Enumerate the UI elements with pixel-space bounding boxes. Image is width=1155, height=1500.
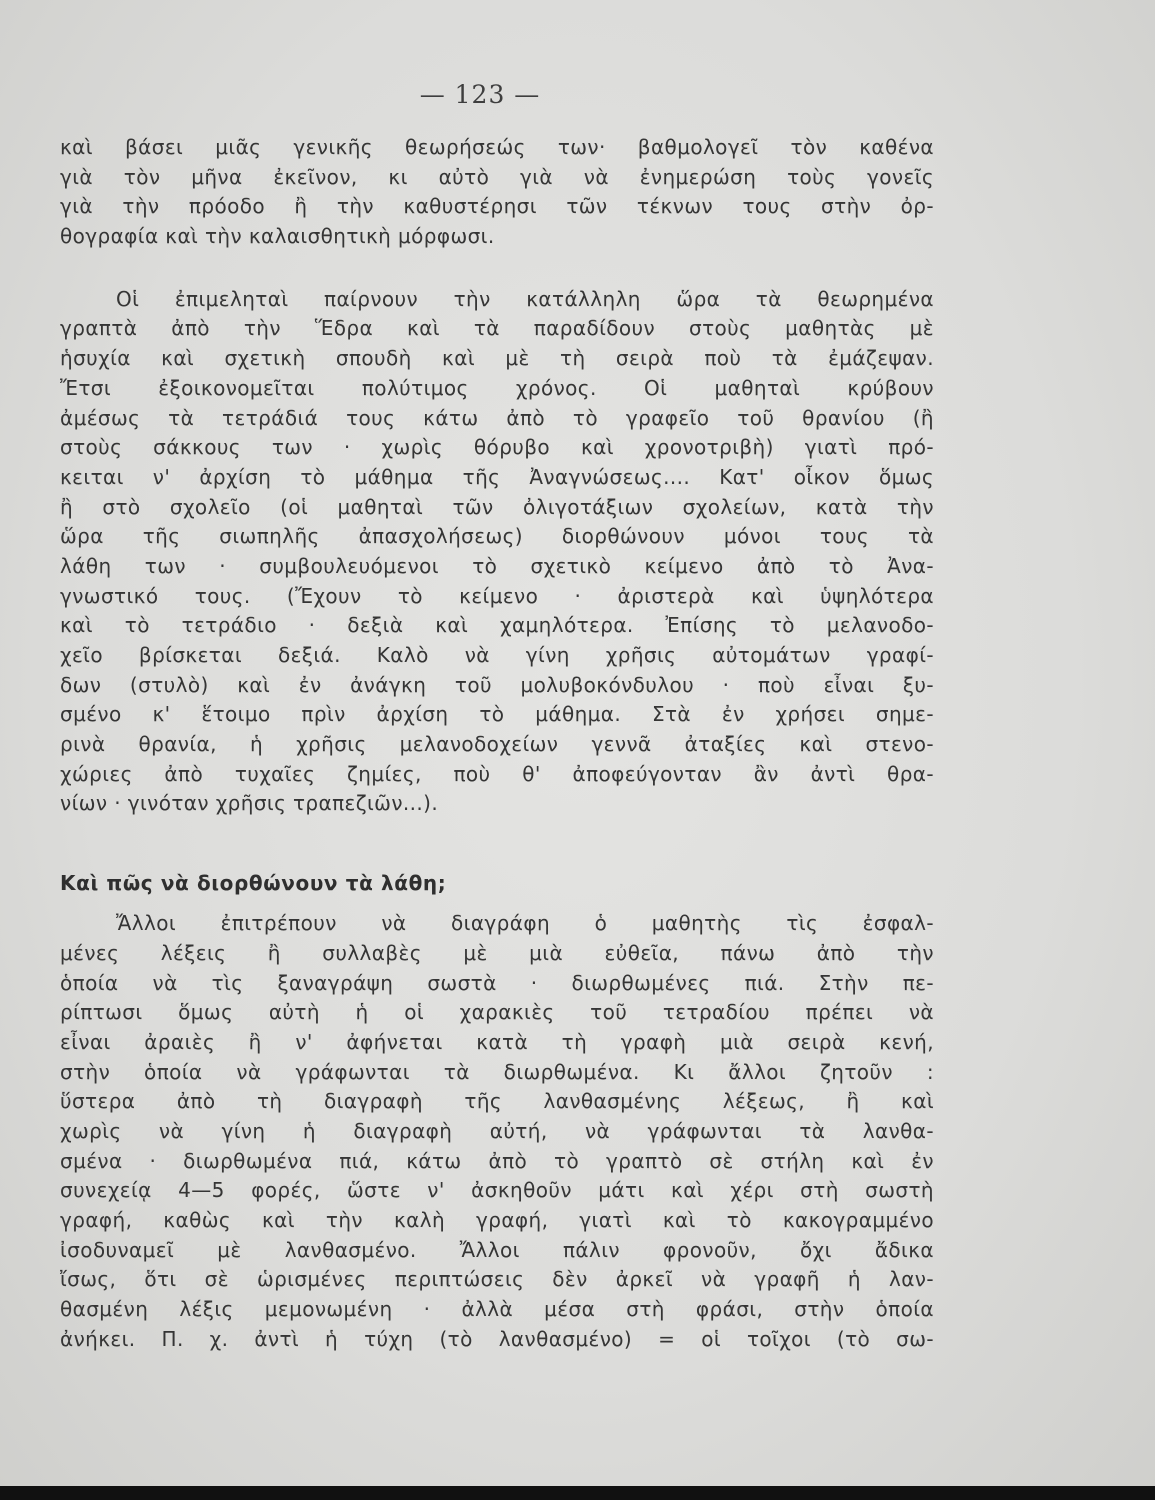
paragraph-3 [60,909,934,1354]
text-line: ρινὰ θρανία, ἡ χρῆσις μελανοδοχείων γεννᾶ ἀταξίες καὶ στενο- [60,732,934,757]
text-line: ἢ στὸ σχολεῖο (οἱ μαθηταὶ τῶν ὀλιγοτάξιων σχολείων, κατὰ τὴν [60,494,934,519]
text-line: συνεχείᾳ 4—5 φορές, ὥστε ν' ἀσκηθοῦν μάτι καὶ χέρι στὴ σωστὴ [60,1178,934,1203]
text-line: γραφή, καθὼς καὶ τὴν καλὴ γραφή, γιατὶ καὶ τὸ κακογραμμένο [60,1208,934,1232]
text-line: μένες λέξεις ἢ συλλαβὲς μὲ μιὰ εὐθεῖα, πάνω ἀπὸ τὴν [60,940,934,965]
body-text [60,133,934,1354]
text-line: ὕστερα ἀπὸ τὴ διαγραφὴ τῆς λανθασμένης λέξεως, ἢ καὶ [60,1089,934,1114]
text-line: εἶναι ἀραιὲς ἢ ν' ἀφήνεται κατὰ τὴ γραφὴ μιὰ σειρὰ κενή, [60,1029,934,1054]
text-line: ὁποία νὰ τὶς ξαναγράψη σωστὰ · διωρθωμένες πιά. Στὴν πε- [60,970,934,995]
scan-bottom-edge [0,1486,1155,1500]
text-line: θασμένη λέξις μεμονωμένη · ἀλλὰ μέσα στὴ φράσι, στὴν ὁποία [60,1297,934,1322]
text-line: κειται ν' ἀρχίση τὸ μάθημα τῆς Ἀναγνώσεως.... Κατ' οἶκον ὅμως [60,464,934,489]
text-line: καὶ βάσει μιᾶς γενικῆς θεωρήσεώς των· βαθμολογεῖ τὸν καθένα [60,135,934,159]
text-line: γιὰ τὸν μῆνα ἐκεῖνον, κι αὐτὸ γιὰ νὰ ἐνημερώση τοὺς γονεῖς [60,164,934,189]
text-line: θογραφία καὶ τὴν καλαισθητικὴ μόρφωσι. [60,224,495,249]
paragraph-gap [60,252,934,285]
text-line: ἀμέσως τὰ τετράδιά τους κάτω ἀπὸ τὸ γραφεῖο τοῦ θρανίου (ἢ [60,405,934,430]
text-line: ἰσοδυναμεῖ μὲ λανθασμένο. Ἄλλοι πάλιν φρονοῦν, ὄχι ἄδικα [60,1237,934,1262]
text-line: ὥρα τῆς σιωπηλῆς ἀπασχολήσεως) διορθώνουν μόνοι τους τὰ [60,524,934,549]
text-line: σμένο κ' ἕτοιμο πρὶν ἀρχίση τὸ μάθημα. Στὰ ἐν χρήσει σημε- [60,702,934,727]
text-line: ἴσως, ὅτι σὲ ὡρισμένες περιπτώσεις δὲν ἀρκεῖ νὰ γραφῆ ἡ λαν- [60,1267,934,1292]
paragraph-1 [60,133,934,252]
text-line: ρίπτωσι ὅμως αὐτὴ ἡ οἱ χαρακιὲς τοῦ τετραδίου πρέπει νὰ [60,1000,934,1025]
text-line: χώριες ἀπὸ τυχαῖες ζημίες, ποὺ θ' ἀποφεύγονταν ἂν ἀντὶ θρα- [60,761,934,786]
text-line: Ἔτσι ἐξοικονομεῖται πολύτιμος χρόνος. Οἱ μαθηταὶ κρύβουν [60,375,934,400]
text-line: χωρὶς νὰ γίνη ἡ διαγραφὴ αὐτή, νὰ γράφωνται τὰ λανθα- [60,1118,934,1143]
text-line: στὴν ὁποία νὰ γράφωνται τὰ διωρθωμένα. Κι ἄλλοι ζητοῦν : [60,1059,934,1084]
text-line: γνωστικό τους. (Ἔχουν τὸ κείμενο · ἀριστερὰ καὶ ὑψηλότερα [60,583,934,608]
text-line: χεῖο βρίσκεται δεξιά. Καλὸ νὰ γίνη χρῆσις αὐτομάτων γραφί- [60,643,934,667]
text-line: ἡσυχία καὶ σχετικὴ σπουδὴ καὶ μὲ τὴ σειρὰ ποὺ τὰ ἐμάζεψαν. [60,346,934,371]
text-line: Ἄλλοι ἐπιτρέπουν νὰ διαγράφη ὁ μαθητὴς τὶς ἐσφαλ- [116,911,934,936]
text-line: νίων · γινόταν χρῆσις τραπεζιῶν...). [60,791,439,816]
page-number: — 123 — [419,80,541,109]
text-line: δων (στυλὸ) καὶ ἐν ἀνάγκη τοῦ μολυβοκόνδυλου · ποὺ εἶναι ξυ- [60,672,934,697]
text-line: καὶ τὸ τετράδιο · δεξιὰ καὶ χαμηλότερα. Ἐπίσης τὸ μελανοδο- [60,613,934,638]
text-line: Οἱ ἐπιμεληταὶ παίρνουν τὴν κατάλληλη ὥρα τὰ θεωρημένα [116,286,934,311]
paragraph-2 [60,285,934,819]
text-line: γιὰ τὴν πρόοδο ἢ τὴν καθυστέρησι τῶν τέκνων τους στὴν ὀρ- [60,194,934,219]
text-line: σμένα · διωρθωμένα πιά, κάτω ἀπὸ τὸ γραπτὸ σὲ στήλη καὶ ἐν [60,1148,934,1173]
text-line: λάθη των · συμβουλευόμενοι τὸ σχετικὸ κείμενο ἀπὸ τὸ Ἀνα- [60,553,934,578]
text-line: ἀνήκει. Π. χ. ἀντὶ ἡ τύχη (τὸ λανθασμένο) = οἱ τοῖχοι (τὸ σω- [60,1326,934,1351]
text-line: στοὺς σάκκους των · χωρὶς θόρυβο καὶ χρονοτριβὴ) γιατὶ πρό- [60,435,934,460]
section-heading: Καὶ πῶς νὰ διορθώνουν τὰ λάθη; [60,871,447,896]
text-line: γραπτὰ ἀπὸ τὴν Ἕδρα καὶ τὰ παραδίδουν στοὺς μαθητὰς μὲ [60,316,934,341]
